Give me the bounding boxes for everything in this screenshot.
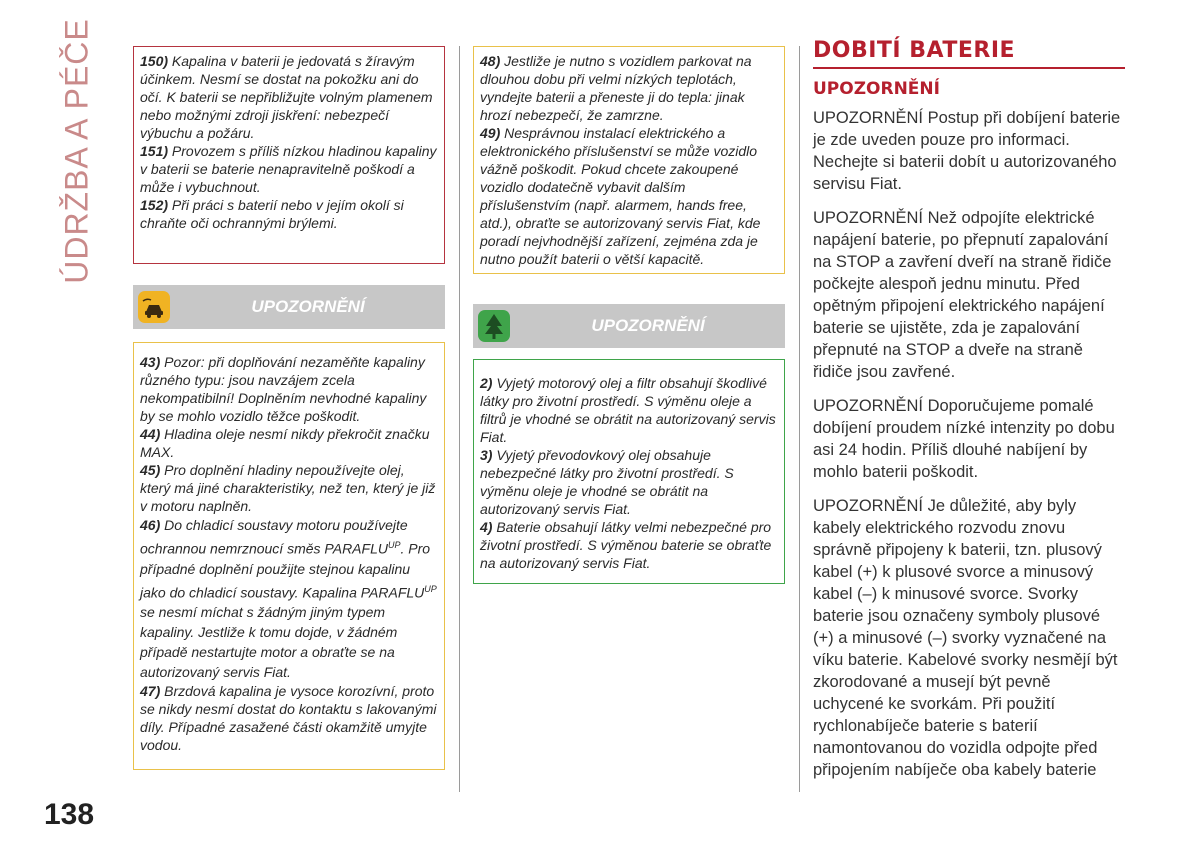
note-text: Provozem s příliš nízkou hladinou kapaliny v baterii se baterie nenapravitelně poškodí a může i vybuchnout. [140,143,437,195]
note-number: 3) [480,447,493,463]
column-divider-1 [459,46,460,792]
note-text: Brzdová kapalina je vysoce korozívní, proto se nikdy nesmí dostat do kontaktu s lakovanými díly. Případné zasažené části okamžitě umyjte vodou. [140,683,437,754]
note-item [480,374,778,446]
note-number: 48) [480,53,501,69]
note-item [480,124,778,268]
note-item [140,52,438,142]
body-paragraph: UPOZORNĚNÍ Postup při dobíjení baterie je zde uveden pouze pro informaci. Nechejte si baterii dobít u autorizovaného servisu Fiat. [813,109,1121,193]
battery-charging-section [813,38,1125,793]
note-text: Vyjetý převodovkový olej obsahuje nebezpečné látky pro životní prostředí. S výměnu oleje je vhodné se obrátit na autorizovaný servis Fiat. [480,447,734,517]
note-number: 46) [140,517,161,533]
note-text: Nesprávnou instalací elektrického a elektronického příslušenství se může vozidlo vážně poškodit. Pokud chcete zakoupené vozidlo dodatečně vybavit dalším příslušenstvím (např. alarmem, hands free, atd.), obraťte se autorizovaný servis Fiat, kde poradí nejvhodnější zařízení, zejména zda je nutno použít baterii o větší kapacitě. [480,125,761,267]
note-item [140,425,438,461]
superscript: UP [387,540,401,550]
note-number: 47) [140,683,161,700]
note-text: Hladina oleje nesmí nikdy překročit značku MAX. [140,426,430,460]
note-item [480,518,778,572]
note-text: se nesmí míchat s žádným jiným typem kapaliny. Jestliže k tomu dojde, v žádném případě nestartujte motor a obraťte se na autorizovaný servis Fiat. [140,604,398,681]
note-number: 2) [480,375,493,391]
note-item [140,515,438,682]
environment-tree-icon [477,309,511,343]
warning-header-left [133,285,445,329]
body-paragraph: UPOZORNĚNÍ Doporučujeme pomalé dobíjení proudem nízké intenzity po dobu asi 24 hodin. Příliš dlouhé nabíjení by mohlo baterii poškodit. [813,397,1115,481]
note-item [140,196,438,232]
note-number: 45) [140,462,161,478]
warning-label: UPOZORNĚNÍ [251,297,365,316]
warning-header-mid [473,304,785,348]
body-paragraph: UPOZORNĚNÍ Než odpojíte elektrické napájení baterie, po přepnutí zapalování na STOP a zavření dveří na straně řidiče počkejte alespoň jednu minutu. Před opětným připojení elektrického napájení baterie se ujistěte, zda je zapalování přepnuté na STOP a dveře na straně řidiče jsou zavřené. [813,209,1112,381]
note-text: Pro doplnění hladiny nepoužívejte olej, který má jiné charakteristiky, než ten, který je již v motoru naplněn. [140,462,436,514]
note-item [480,446,778,518]
note-number: 150) [140,53,169,69]
battery-warning-box [133,46,445,264]
note-item [140,142,438,196]
section-heading: DOBITÍ BATERIE [813,38,1125,69]
note-item [140,461,438,515]
car-warning-icon [137,290,171,324]
note-text: Při práci s baterií nebo v jejím okolí si chraňte oči ochrannými brýlemi. [140,197,404,231]
note-number: 152) [140,197,169,213]
side-title-text: ÚDRŽBA A PÉČE [58,18,95,284]
note-text: Do chladicí soustavy motoru používejte ochrannou nemrznoucí směs PARAFLU [140,517,408,557]
note-item [140,353,438,425]
note-text: Pozor: při doplňování nezaměňte kapaliny různého typu: jsou navzájem zcela nekompatibilní! Doplněním nevhodné kapaliny by se mohlo vozidlo těžce poškodit. [140,354,427,424]
warning-label: UPOZORNĚNÍ [591,316,705,335]
section-subheading: UPOZORNĚNÍ [813,79,940,99]
note-text: . Pro případné doplnění použijte stejnou kapalinu jako do chladicí soustavy. Kapalina PARAFLU [140,540,431,601]
battery-storage-box [473,46,785,274]
note-text: Jestliže je nutno s vozidlem parkovat na dlouhou dobu při velmi nízkých teplotách, vyndejte baterii a přeneste ji do tepla: jinak hrozí nebezpečí, že zamrzne. [480,53,752,123]
note-text: Baterie obsahují látky velmi nebezpečné pro životní prostředí. S výměnou baterie se obraťte na autorizovaný servis Fiat. [480,519,772,571]
note-number: 43) [140,354,161,370]
note-number: 49) [480,125,501,141]
page-number: 138 [44,798,95,831]
column-divider-2 [799,46,800,792]
note-text: Kapalina v baterii je jedovatá s žíravým účinkem. Nesmí se dostat na pokožku ani do očí. K baterii se nepřibližujte volným plamenem nebo možnými zdroji jiskření: nebezpečí výbuchu a požáru. [140,53,433,141]
body-paragraph: UPOZORNĚNÍ Je důležité, aby byly kabely elektrického rozvodu znovu správně připojeny k baterii, tzn. plusový kabel (+) k plusové svorce a minusový kabel (–) k minusové svorce. Svorky baterie jsou označeny symboly plusové (+) a minusové (–) svorky vyznačené na víku baterie. Kabelové svorky nesmějí být zkorodované a musejí být pevně uchycené ke svorkám. Při použití rychlonabíječe baterie s baterií namontovanou do vozidla odpojte před připojením nabíječe oba kabely baterie [813,497,1118,779]
superscript: UP [424,583,437,594]
note-text: Vyjetý motorový olej a filtr obsahují škodlivé látky pro životní prostředí. S výměnu oleje a filtrů je vhodné se obrátit na autorizovaný servis Fiat. [480,375,776,445]
note-number: 4) [480,519,493,535]
note-number: 151) [140,143,169,159]
note-number: 44) [140,426,161,442]
note-item [140,682,438,754]
section-side-title [52,18,102,284]
environment-warning-box [473,359,785,584]
note-item [480,52,778,124]
fluids-warning-box [133,342,445,770]
